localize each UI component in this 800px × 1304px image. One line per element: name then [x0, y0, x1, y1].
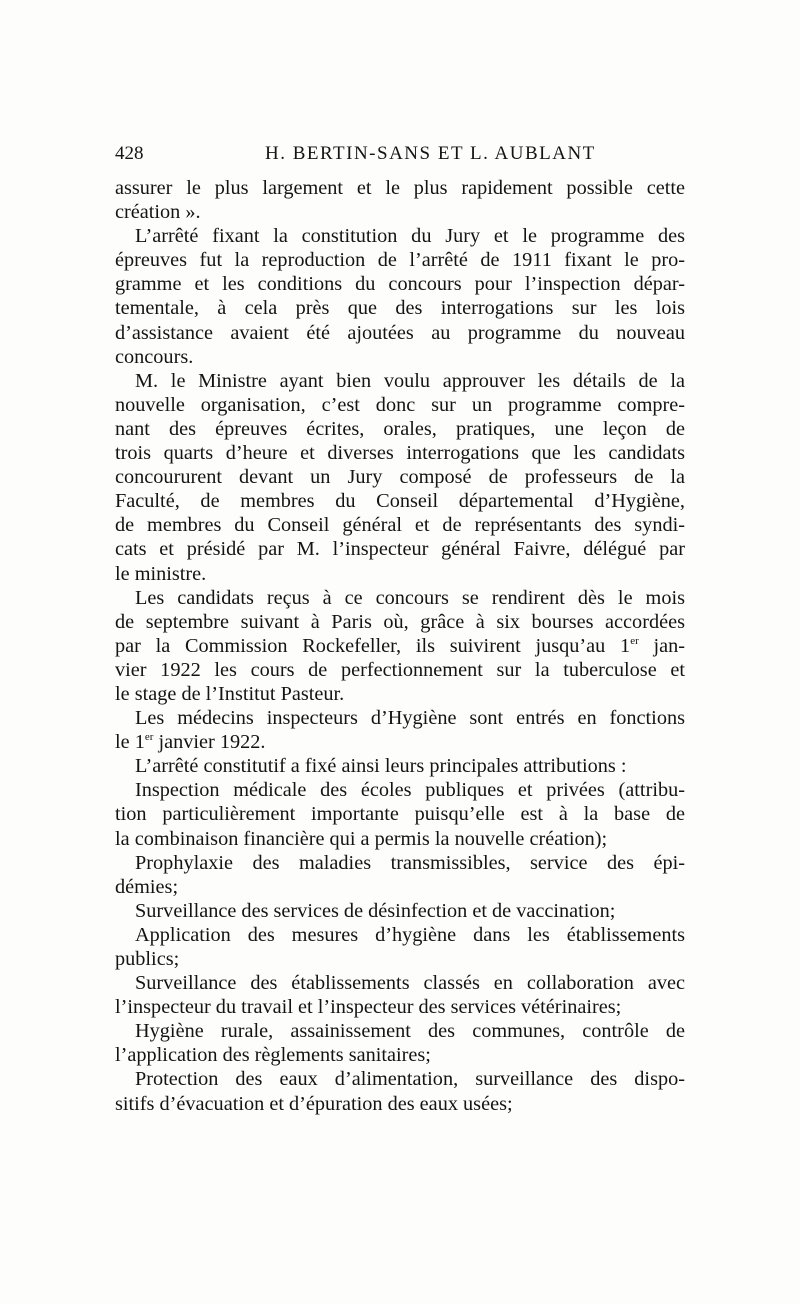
- text-line: tementale, à cela près que des interrogations sur les lois: [115, 297, 685, 320]
- paragraph: [115, 176, 685, 224]
- text-line: l’inspecteur du travail et l’inspecteur des services vétérinaires;: [115, 996, 622, 1019]
- text-line: le 1er janvier 1922.: [115, 731, 266, 754]
- paragraph: [115, 971, 685, 1019]
- text-line: Inspection médicale des écoles publiques et privées (attribu-: [135, 779, 685, 802]
- text-line: concours.: [115, 345, 194, 368]
- text-line: Prophylaxie des maladies transmissibles, service des épi-: [135, 851, 685, 874]
- paragraph: [115, 754, 685, 778]
- text-line: vier 1922 les cours de perfectionnement sur la tuberculose et: [115, 658, 685, 681]
- paragraph: [115, 586, 685, 706]
- text-line: création ».: [115, 201, 201, 224]
- paragraph: [115, 1067, 685, 1115]
- text-line: nouvelle organisation, c’est donc sur un programme compre-: [115, 393, 685, 416]
- text-line: Surveillance des établissements classés en collaboration avec: [135, 972, 685, 995]
- paragraph: [115, 706, 685, 754]
- paragraph: [115, 778, 685, 850]
- text-line: épreuves fut la reproduction de l’arrêté de 1911 fixant le pro-: [115, 249, 685, 272]
- text-line: l’application des règlements sanitaires;: [115, 1044, 431, 1067]
- body-text: [115, 176, 685, 1116]
- text-line: Les médecins inspecteurs d’Hygiène sont entrés en fonctions: [135, 707, 685, 730]
- text-line: concoururent devant un Jury composé de professeurs de la: [115, 466, 685, 489]
- text-line: le stage de l’Institut Pasteur.: [115, 682, 345, 705]
- paragraph: [115, 369, 685, 586]
- text-line: la combinaison financière qui a permis la nouvelle création);: [115, 827, 608, 850]
- text-line: cats et présidé par M. l’inspecteur général Faivre, délégué par: [115, 538, 685, 561]
- text-line: par la Commission Rockefeller, ils suivirent jusqu’au 1er jan-: [115, 634, 685, 657]
- text-line: L’arrêté fixant la constitution du Jury et le programme des: [135, 225, 685, 248]
- text-line: de membres du Conseil général et de représentants des syndi-: [115, 514, 685, 537]
- text-line: de septembre suivant à Paris où, grâce à six bourses accordées: [115, 610, 685, 633]
- text-line: Faculté, de membres du Conseil départemental d’Hygiène,: [115, 490, 685, 513]
- text-line: nant des épreuves écrites, orales, pratiques, une leçon de: [115, 417, 685, 440]
- text-line: trois quarts d’heure et diverses interrogations que les candidats: [115, 442, 685, 465]
- paragraph: [115, 224, 685, 369]
- text-line: Surveillance des services de désinfection et de vaccination;: [135, 899, 616, 922]
- paragraph: [115, 899, 685, 923]
- text-line: Les candidats reçus à ce concours se rendirent dès le mois: [135, 586, 685, 609]
- text-line: M. le Ministre ayant bien voulu approuver les détails de la: [135, 369, 685, 392]
- text-line: Protection des eaux d’alimentation, surveillance des dispo-: [135, 1068, 685, 1091]
- text-line: tion particulièrement importante puisqu’elle est à la base de: [115, 803, 685, 826]
- text-line: gramme et les conditions du concours pour l’inspection dépar-: [115, 273, 685, 296]
- text-line: sitifs d’évacuation et d’épuration des eaux usées;: [115, 1092, 513, 1115]
- text-line: L’arrêté constitutif a fixé ainsi leurs principales attributions :: [135, 755, 627, 778]
- running-head: [115, 143, 685, 167]
- text-line: Hygiène rurale, assainissement des communes, contrôle de: [135, 1020, 685, 1043]
- text-line: assurer le plus largement et le plus rapidement possible cette: [115, 177, 685, 199]
- text-line: le ministre.: [115, 562, 207, 585]
- paragraph: [115, 923, 685, 971]
- text-line: Application des mesures d’hygiène dans les établissements: [135, 923, 685, 946]
- paragraph: [115, 1019, 685, 1067]
- text-line: publics;: [115, 948, 180, 970]
- page-number: 428: [115, 143, 144, 164]
- text-line: d’assistance avaient été ajoutées au programme du nouveau: [115, 321, 685, 344]
- text-line: démies;: [115, 875, 179, 898]
- paragraph: [115, 851, 685, 899]
- header-title: H. BERTIN-SANS ET L. AUBLANT: [265, 143, 596, 164]
